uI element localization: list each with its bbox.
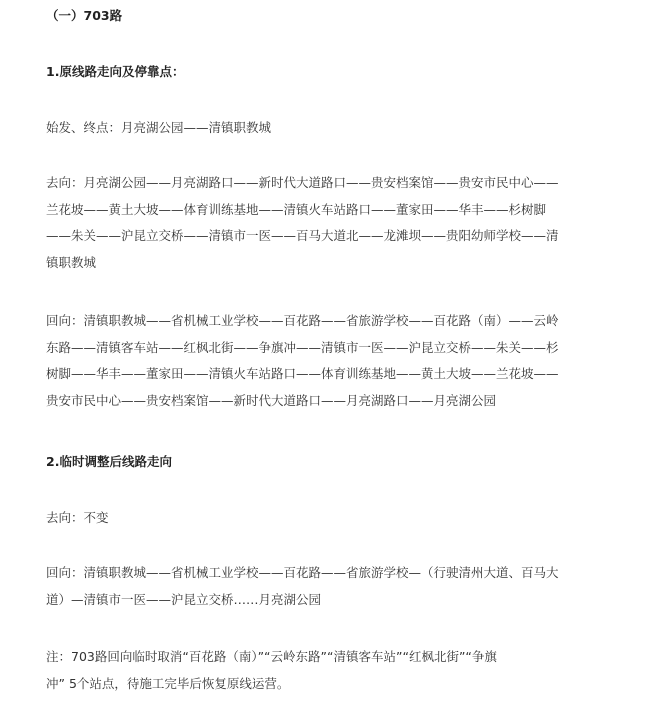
return-line-1: 回向：清镇职教城——省机械工业学校——百花路——省旅游学校——百花路（南）——云岭 xyxy=(46,313,559,328)
outbound-line-4: 镇职教城 xyxy=(46,254,97,270)
note-paragraph xyxy=(46,644,606,697)
note-line-2: 冲” 5个站点，待施工完毕后恢复原线运营。 xyxy=(46,675,290,691)
section1-title: 1.原线路走向及停靠点： xyxy=(46,64,185,79)
return-line-4: 贵安市民中心——贵安档案馆——新时代大道路口——月亮湖路口——月亮湖公园 xyxy=(46,392,497,408)
outbound-route-paragraph xyxy=(46,170,606,276)
adjusted-return-paragraph xyxy=(46,560,606,613)
outbound-line-2: 兰花坡——黄土大坡——体育训练基地——清镇火车站路口——董家田——华丰——杉树脚 xyxy=(46,201,547,217)
section2-title: 2.临时调整后线路走向 xyxy=(46,454,172,469)
adjusted-return-line-1: 回向：清镇职教城——省机械工业学校——百花路——省旅游学校—（行驶清州大道、百马大 xyxy=(46,565,559,580)
route-heading: （一）703路 xyxy=(46,8,123,23)
note-line-1: 注：703路回向临时取消“百花路（南）”“云岭东路”“清镇客车站”“红枫北街”“争旗 xyxy=(46,649,497,664)
endpoints-text: 始发、终点：月亮湖公园——清镇职教城 xyxy=(46,120,272,135)
return-route-paragraph xyxy=(46,308,606,414)
adjusted-outbound-text: 去向：不变 xyxy=(46,510,109,525)
return-line-3: 树脚——华丰——董家田——清镇火车站路口——体育训练基地——黄土大坡——兰花坡—— xyxy=(46,366,559,381)
adjusted-return-line-2: 道）—清镇市一医——沪昆立交桥……月亮湖公园 xyxy=(46,591,322,607)
return-line-2: 东路——清镇客车站——红枫北街——争旗冲——清镇市一医——沪昆立交桥——朱关——杉 xyxy=(46,339,559,355)
outbound-line-1: 去向：月亮湖公园——月亮湖路口——新时代大道路口——贵安档案馆——贵安市民中心—— xyxy=(46,175,559,190)
outbound-line-3: ——朱关——沪昆立交桥——清镇市一医——百马大道北——龙滩坝——贵阳幼师学校——清 xyxy=(46,228,559,243)
